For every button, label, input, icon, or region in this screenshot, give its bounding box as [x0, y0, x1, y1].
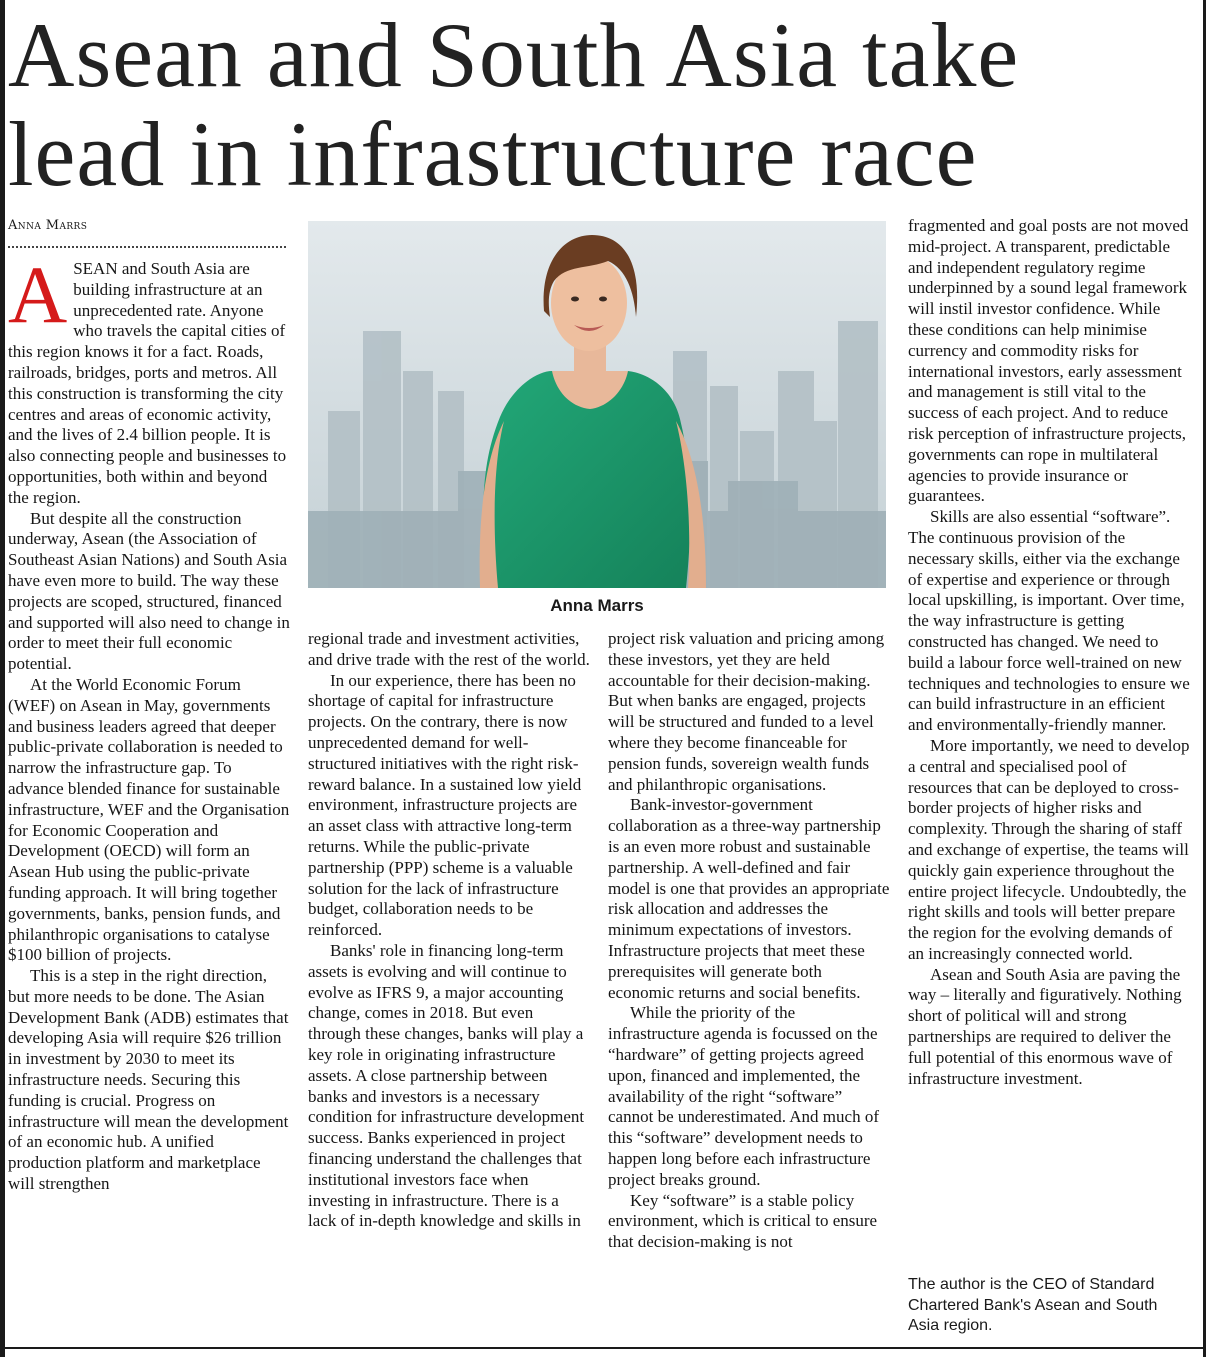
photo-caption: Anna Marrs — [550, 596, 644, 615]
paragraph: Bank-investor-government collaboration as a three-way partnership is an even more robust and sustainable partnership. A well-defined and fair model is one that provides an appropriate risk allocation and addresses the minimum expectations of investors. Infrastructure projects that meet these prerequisites will generate both economic returns and social benefits. — [608, 795, 890, 1002]
author-note: The author is the CEO of Standard Chartered Bank's Asean and South Asia region. — [908, 1276, 1158, 1334]
paragraph: SEAN and South Asia are building infrastructure at an unprecedented rate. Anyone who travels the capital cities of this region knows it for a fact. Roads, railroads, bridges, ports and metros. All this construction is transforming the city centres and areas of economic activity, and the lives of 2.4 billion people. It is also connecting people and businesses to opportunities, both within and beyond the region. — [8, 259, 287, 507]
paragraph: But despite all the construction underway, Asean (the Association of Southeast Asian Nations) and South Asia have even more to build. The way these projects are scoped, structured, financed and supported will also need to change in order to meet their full economic potential. — [8, 508, 290, 674]
paragraph: Asean and South Asia are paving the way – literally and figuratively. Nothing short of political will and strong partnerships are required to deliver the full potential of this enormous wave of infrastructure investment. — [908, 964, 1182, 1088]
author-photo — [308, 221, 886, 588]
headline-line-2: lead in infrastructure race — [8, 103, 978, 205]
paragraph: fragmented and goal posts are not moved mid-project. A transparent, predictable and independent regulatory regime underpinned by a sound legal framework will instil investor confidence. While these conditions can help minimise currency and commodity risks for international investors, early assessment and management is still vital to the success of each project. And to reduce risk perception of infrastructure projects, governments can rope in multilateral agencies to provide insurance or guarantees. — [908, 216, 1189, 506]
column-1 — [8, 249, 290, 1195]
paragraph: In our experience, there has been no shortage of capital for infrastructure projects. On the contrary, there is now unprecedented demand for well-structured initiatives with the right risk-reward balance. In a sustained low yield environment, infrastructure projects are an asset class with attractive long-term returns. While the public-private partnership (PPP) scheme is a valuable solution for the lack of infrastructure budget, collaboration needs to be reinforced. — [308, 670, 582, 940]
left-border — [0, 0, 5, 1357]
paragraph: project risk valuation and pricing among these investors, yet they are held accountable for their decision-making. But when banks are engaged, projects will be structured and funded to a level where they become financeable for pension funds, sovereign wealth funds and philanthropic organisations. — [608, 629, 885, 794]
headline — [8, 6, 1198, 204]
bottom-border — [0, 1347, 1206, 1349]
paragraph: More importantly, we need to develop a central and specialised pool of resources that can be deployed to cross-border projects of higher risks and complexity. Through the sharing of staff and exchange of expertise, the teams will quickly gain experience throughout the entire project lifecycle. Undoubtedly, the right skills and tools will better prepare the region for the evolving demands of an increasingly connected world. — [908, 735, 1190, 963]
column-4 — [908, 216, 1190, 1089]
paragraph: This is a step in the right direction, but more needs to be done. The Asian Development Bank (ADB) estimates that developing Asia will require $26 trillion in investment by 2030 to meet its infrastructure needs. Securing this funding is crucial. Progress on infrastructure will mean the development of an economic hub. A unified production platform and marketplace will strengthen — [8, 966, 289, 1194]
paragraph: regional trade and investment activities, and drive trade with the rest of the world. — [308, 629, 590, 669]
paragraph: At the World Economic Forum (WEF) on Asean in May, governments and business leaders agreed that deeper public-private collaboration is needed to narrow the infrastructure gap. To advance blended finance for sustainable infrastructure, WEF and the Organisation for Economic Cooperation and Development (OECD) will form an Asean Hub using the public-private funding approach. It will bring together governments, banks, pension funds, and philanthropic organisations to catalyse $100 billion of projects. — [8, 674, 290, 965]
paragraph: Banks' role in financing long-term assets is evolving and will continue to evolve as IFRS 9, a major accounting change, comes in 2018. But even through these changes, banks will play a key role in originating infrastructure assets. A close partnership between banks and investors is a necessary condition for infrastructure development success. Banks experienced in project financing understand the challenges that institutional investors face when investing in infrastructure. There is a lack of in-depth knowledge and skills in — [308, 940, 585, 1231]
column-3 — [608, 629, 890, 1253]
byline: Anna Marrs — [8, 218, 88, 233]
photo-illustration — [308, 221, 886, 588]
headline-line-1: Asean and South Asia take — [8, 4, 1020, 106]
paragraph: Key “software” is a stable policy environment, which is critical to ensure that decision-making is not — [608, 1190, 878, 1252]
column-2 — [308, 629, 590, 1232]
byline-divider — [8, 246, 286, 248]
dropcap: A — [8, 249, 68, 340]
paragraph: While the priority of the infrastructure agenda is focussed on the “hardware” of getting projects agreed upon, financed and implemented, the availability of the right “software” cannot be underestimated. And much of this “software” development needs to happen long before each infrastructure project breaks ground. — [608, 1003, 879, 1189]
paragraph: Skills are also essential “software”. The continuous provision of the necessary skills, either via the exchange of expertise and experience or through local upskilling, is important. Over time, the way infrastructure is getting constructed has changed. We need to build a labour force well-trained on new techniques and technologies to ensure we can build infrastructure in an efficient and environmentally-friendly manner. — [908, 507, 1190, 735]
